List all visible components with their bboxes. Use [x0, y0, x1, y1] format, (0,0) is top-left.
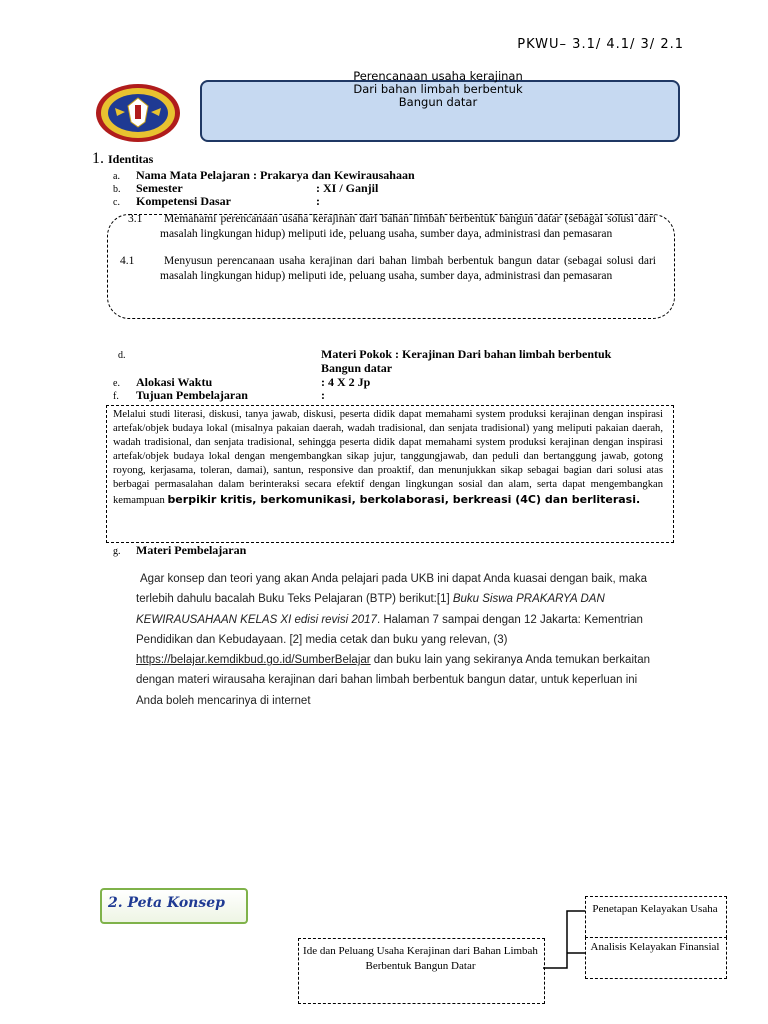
item-c-label: c. — [113, 197, 120, 208]
item-d-line-1: Materi Pokok : Kerajinan Dari bahan limbah berbentuk — [321, 347, 612, 361]
item-g-key: Materi Pembelajaran — [136, 543, 247, 557]
item-b-value: : XI / Ganjil — [316, 181, 379, 195]
materi-paragraph — [136, 569, 666, 711]
title-line-2: Dari bahan limbah berbentuk — [353, 82, 523, 96]
concept-child-2-text: Analisis Kelayakan Finansial — [590, 941, 720, 953]
concept-root-text: Ide dan Peluang Usaha Kerajinan dari Bahan Limbah Berbentuk Bangun Datar — [303, 945, 538, 972]
tujuan-bold-text: berpikir kritis, berkomunikasi, berkolaborasi, berkreasi (4C) dan berliterasi. — [167, 492, 641, 506]
book-title: Buku Siswa PRAKARYA DAN KEWIRAUSAHAAN KELAS XI edisi revisi 2017 — [136, 593, 605, 626]
title-line-3: Bangun datar — [398, 95, 478, 109]
document-title — [200, 70, 676, 109]
section-number: 1. — [92, 150, 104, 167]
materi-text-2: . Halaman 7 sampai dengan 12 Jakarta: Kementrian Pendidikan dan Kebudayaan. [2] media cetak dan buku yang relevan, (3) — [136, 613, 643, 646]
item-d-label: d. — [118, 350, 126, 361]
section-title: Identitas — [108, 152, 154, 166]
kd-2-number: 4.1 — [120, 255, 135, 267]
peta-konsep-label: 2. Peta Konsep — [108, 895, 225, 911]
materi-text-3: dan buku lain yang sekiranya Anda temukan berkaitan dengan materi wirausaha kerajinan dari bahan limbah berbentuk bangun datar, untuk keperluan ini Anda boleh mencarinya di internet — [136, 654, 650, 707]
item-c-key: Kompetensi Dasar — [136, 194, 231, 208]
materi-text-1: Agar konsep dan teori yang akan Anda pelajari pada UKB ini dapat Anda kuasai dengan baik, maka terlebih dahulu bacalah Buku Teks Pelajaran (BTP) berikut:[1] — [136, 573, 647, 606]
sumber-belajar-link[interactable]: https://belajar.kemdikbud.go.id/SumberBelajar — [136, 654, 371, 667]
school-crest-icon — [95, 82, 181, 144]
concept-child-1-text: Penetapan Kelayakan Usaha — [592, 903, 718, 915]
title-line-1: Perencanaan usaha kerajinan — [353, 69, 523, 83]
kd-2-text: Menyusun perencanaan usaha kerajinan dari bahan limbah berbentuk bangun datar (sebagai solusi dari masalah lingkungan hidup) meliputi ide, peluang usaha, sumber daya, administrasi dan pemasaran — [160, 255, 656, 282]
item-f-key: Tujuan Pembelajaran — [136, 388, 248, 402]
item-f-value: : — [321, 388, 325, 402]
item-g-label: g. — [113, 546, 121, 557]
item-e-label: e. — [113, 378, 120, 389]
item-a-text: Nama Mata Pelajaran : Prakarya dan Kewirausahaan — [136, 168, 415, 182]
item-d-line-2: Bangun datar — [321, 361, 393, 375]
item-b-key: Semester — [136, 181, 183, 195]
tujuan-text: Melalui studi literasi, diskusi, tanya jawab, diskusi, peserta didik dapat memahami system produksi kerajinan dengan inspirasi artefak/objek budaya lokal (misalnya pakaian daerah, wadah tradisional, dan senjata tradisional) yang meliputi pakaian daerah, wadah tradisional, dan senjata tradisional, sehingga peserta didik dapat memahami system produksi kerajinan dengan inspirasi artefak/objek budaya lokal dengan mengembangkan sikap jujur, tanggungjawab, dan peduli dan bertanggung jawab, gotong royong, kerjasama, toleran, damai), santun, responsive dan proaktif, dan menunjukkan sikap sebagai bagian dari solusi atas berbagai permasalahan dalam berinteraksi secara efektif dengan lingkungan sosial dan alam, serta dapat mengembangkan kemampuan — [113, 409, 663, 506]
kd-1-number: 3.1 — [128, 213, 143, 225]
item-e-key: Alokasi Waktu — [136, 375, 213, 389]
tujuan-paragraph — [113, 408, 663, 508]
item-e-value: : 4 X 2 Jp — [321, 375, 371, 389]
section-heading — [92, 150, 153, 168]
kd-1-text: Memahami perencanaan usaha kerajinan dari bahan limbah berbentuk bangun datar (sebagai solusi dari masalah lingkungan hidup) meliputi ide, peluang usaha, sumber daya, administrasi dan pemasaran — [160, 213, 656, 240]
item-c-value: : — [316, 194, 320, 208]
item-b-label: b. — [113, 184, 121, 195]
item-a-label: a. — [113, 171, 120, 182]
document-code: PKWU– 3.1/ 4.1/ 3/ 2.1 — [517, 37, 684, 52]
item-f-label: f. — [113, 391, 119, 402]
concept-connector — [543, 908, 585, 973]
